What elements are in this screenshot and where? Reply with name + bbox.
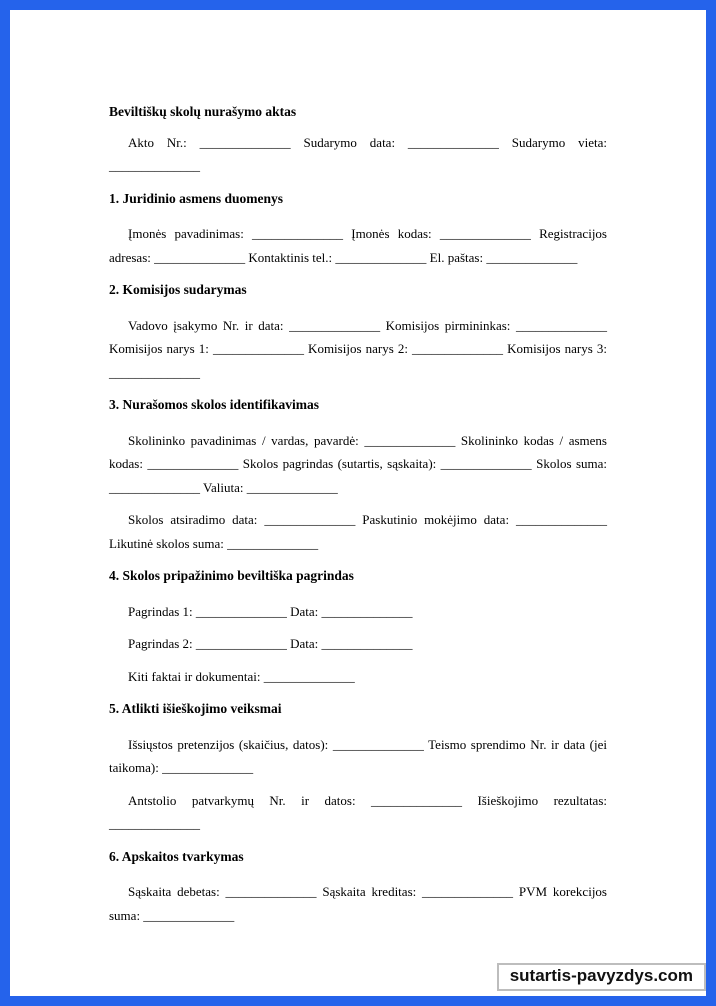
section-4-heading: 4. Skolos pripažinimo beviltiška pagrindas	[109, 568, 354, 583]
section-4-paragraph-2: Pagrindas 2: ______________ Data: ______________	[128, 636, 413, 651]
section-1-paragraph: Įmonės pavadinimas: ______________ Įmonės kodas: ______________ Registracijos adresas: ______________ Kontaktinis tel.: ______________ El. paštas: ______________	[109, 226, 607, 265]
section-5-heading: 5. Atlikti išieškojimo veiksmai	[109, 701, 282, 716]
section-4-paragraph-1: Pagrindas 1: ______________ Data: ______________	[128, 603, 413, 619]
section-3-paragraph-2: Skolos atsiradimo data: ______________ Paskutinio mokėjimo data: ______________ Likutinė skolos suma: ______________	[109, 512, 607, 551]
document-body	[10, 10, 706, 927]
section-6-heading: 6. Apskaitos tvarkymas	[109, 848, 244, 864]
section-1-heading: 1. Juridinio asmens duomenys	[109, 190, 284, 206]
intro-paragraph: Akto Nr.: ______________ Sudarymo data: ______________ Sudarymo vieta: ______________	[109, 134, 607, 173]
section-4-paragraph-3: Kiti faktai ir dokumentai: ______________	[128, 668, 355, 684]
section-2-paragraph: Vadovo įsakymo Nr. ir data: ______________ Komisijos pirmininkas: ______________ Komisijos narys 1: ______________ Komisijos narys 2: ______________ Komisijos narys 3: ______________	[109, 317, 607, 380]
section-6-paragraph: Sąskaita debetas: ______________ Sąskaita kreditas: ______________ PVM korekcijos suma: ______________	[109, 884, 607, 923]
document-title: Beviltiškų skolų nurašymo aktas	[109, 104, 297, 119]
section-5-paragraph-1: Išsiųstos pretenzijos (skaičius, datos): ______________ Teismo sprendimo Nr. ir data (jei taikoma): ______________	[109, 736, 607, 775]
section-2-heading: 2. Komisijos sudarymas	[109, 282, 247, 297]
section-5-paragraph-2: Antstolio patvarkymų Nr. ir datos: ______________ Išieškojimo rezultatas: ______________	[109, 792, 607, 831]
section-3-heading: 3. Nurašomos skolos identifikavimas	[109, 397, 320, 412]
watermark-badge[interactable]: sutartis-pavyzdys.com	[497, 963, 706, 991]
section-3-paragraph-1: Skolininko pavadinimas / vardas, pavardė: ______________ Skolininko kodas / asmens kodas: ______________ Skolos pagrindas (sutartis, sąskaita): ______________ Skolos suma: ______________ Valiuta: ______________	[109, 432, 607, 495]
